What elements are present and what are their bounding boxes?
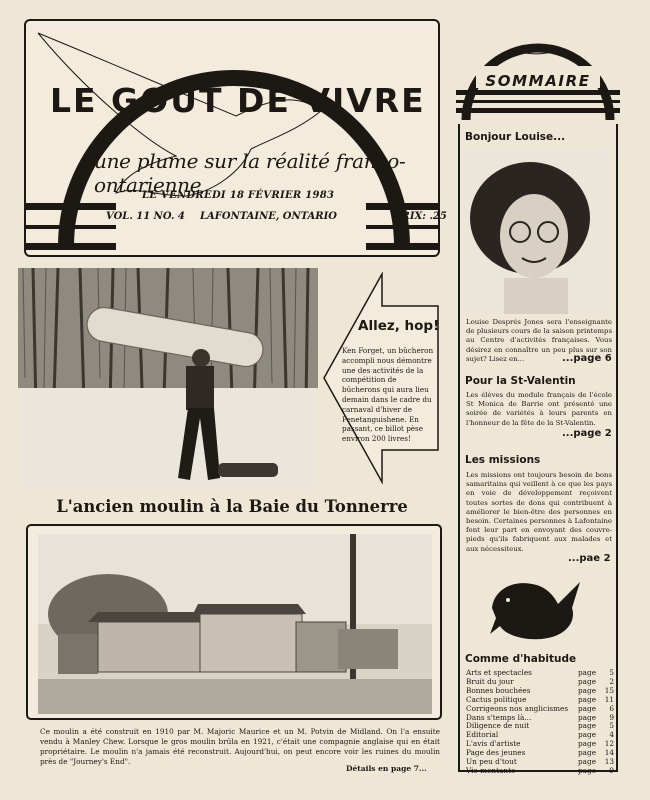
toc-page-word: page (578, 765, 597, 775)
louise-portrait (464, 148, 610, 314)
section-heading-valentin: Pour la St-Valentin (465, 375, 576, 387)
toc-page: 11 (604, 694, 614, 704)
toc-page-word: page (578, 703, 597, 713)
toc-page: 12 (604, 739, 614, 749)
mill-photo-frame (26, 524, 442, 720)
toc-page: 9 (609, 712, 614, 722)
toc-label: Arts et spectacles (466, 668, 532, 677)
section-body-missions: Les missions ont toujours besoin de bons samaritains qui veillent à ce que les pays en voie de développement reçoivent toutes sortes de dons qui contribuent à améliorer le bien-être des personnes en besoin. Certaines personnes à Lafontaine font leur part en envoyant des couvre-pieds qu'ils fabriquent aux malades et aux nécessiteux. (466, 471, 612, 553)
issue-volume: VOL. 11 NO. 4 (106, 211, 185, 222)
section-heading-louise: Bonjour Louise... (465, 131, 566, 143)
sommaire-title: SOMMAIRE (485, 72, 591, 90)
toc-page-word: page (578, 739, 597, 749)
mill-photo (38, 534, 432, 714)
toc-page-word: page (578, 721, 597, 731)
toc-page-word: page (578, 757, 597, 767)
issue-location: LAFONTAINE, ONTARIO (200, 211, 338, 222)
feature-text: Ken Forget, un bûcheron accompli nous démontre une des activités de la compétition de bûcherons qui aura lieu demain dans le cadre du carnaval d'hiver de Penetanguishene. En passant, ce billot pèse environ 200 livres! (342, 346, 434, 444)
toc-page-word: page (578, 668, 597, 677)
issue-price: PRIX: .25 (394, 211, 447, 222)
section-page-valentin[interactable]: ...page 2 (562, 428, 612, 439)
toc-page-word: page (578, 748, 597, 758)
toc-page: 5 (609, 721, 614, 731)
toc-label: Diligence de nuit (466, 721, 530, 731)
toc-page-word: page (578, 730, 597, 740)
section-page-louise[interactable]: ...page 6 (562, 353, 612, 364)
toc-page: 2 (609, 676, 614, 686)
toc-page: 13 (604, 757, 614, 767)
toc-label: Bruit du jour (466, 676, 514, 686)
toc-label: L'avis d'artiste (466, 739, 521, 749)
toc-page: 15 (604, 685, 614, 695)
logger-photo (18, 268, 318, 488)
mill-headline: L'ancien moulin à la Baie du Tonnerre (56, 497, 408, 516)
toc-label: Dans s'temps là... (466, 712, 532, 722)
toc-page-word: page (578, 685, 597, 695)
mill-caption: Ce moulin a été construit en 1910 par M. Majoric Maurice et un M. Potvin de Midland. On l'a ensuite vendu à Manley Chew. Lorsque le gros moulin brûla en 1921, c'était une compagnie anglaise qui en était propriétaire. Le moulin n'a jamais été reconstruit. Aujourd'hui, on peut encore voir les ruines du moulin près de "Journey's End". (40, 727, 440, 766)
toc-page: 5 (609, 668, 614, 677)
details-link[interactable]: Détails en page 7... (346, 764, 427, 773)
toc-label: Page des jeunes (466, 748, 526, 758)
issue-date: LE VENDREDI 18 FÉVRIER 1983 (142, 190, 335, 201)
toc-page-word: page (578, 676, 597, 686)
toc-page: 14 (604, 748, 614, 758)
feature-heading: Allez, hop! (358, 318, 440, 334)
masthead-title: LE GOÛT DE VIVRE (50, 81, 426, 120)
toc-label: Vie montante (466, 765, 516, 775)
toc-row[interactable] (466, 767, 614, 776)
toc-label: Corrigeons nos anglicismes (466, 703, 569, 713)
toc-page-word: page (578, 712, 597, 722)
toc-page: 6 (609, 703, 614, 713)
habitude-heading: Comme d'habitude (465, 653, 577, 665)
toc-label: Bonnes bouchées (466, 685, 531, 695)
section-heading-missions: Les missions (465, 454, 541, 466)
toc-page: 4 (609, 730, 614, 740)
toc-page: 9 (609, 765, 614, 775)
toc-label: Cactus politique (466, 694, 527, 704)
toc-label: Editorial (466, 730, 499, 740)
masthead-subtitle: une plume sur la réalité franco-ontarienne (94, 149, 406, 197)
toc-list (466, 669, 614, 776)
dove-icon (488, 574, 584, 644)
section-body-valentin: Les élèves du module français de l'école St Monica de Barrie ont présenté une soirée de variétés à leurs parents en l'honneur de la fête de la St-Valentin. (466, 391, 612, 427)
section-page-missions[interactable]: ...pae 2 (568, 553, 611, 564)
toc-page-word: page (578, 694, 597, 704)
toc-label: Un peu d'tout (466, 757, 517, 767)
section-body-louise: Louise Després Jones sera l'enseignante de plusieurs cours de la saison printemps au Centre d'activités françaises. Vous désirez en connaître un peu plus sur son sujet? Lisez en... (466, 318, 612, 363)
